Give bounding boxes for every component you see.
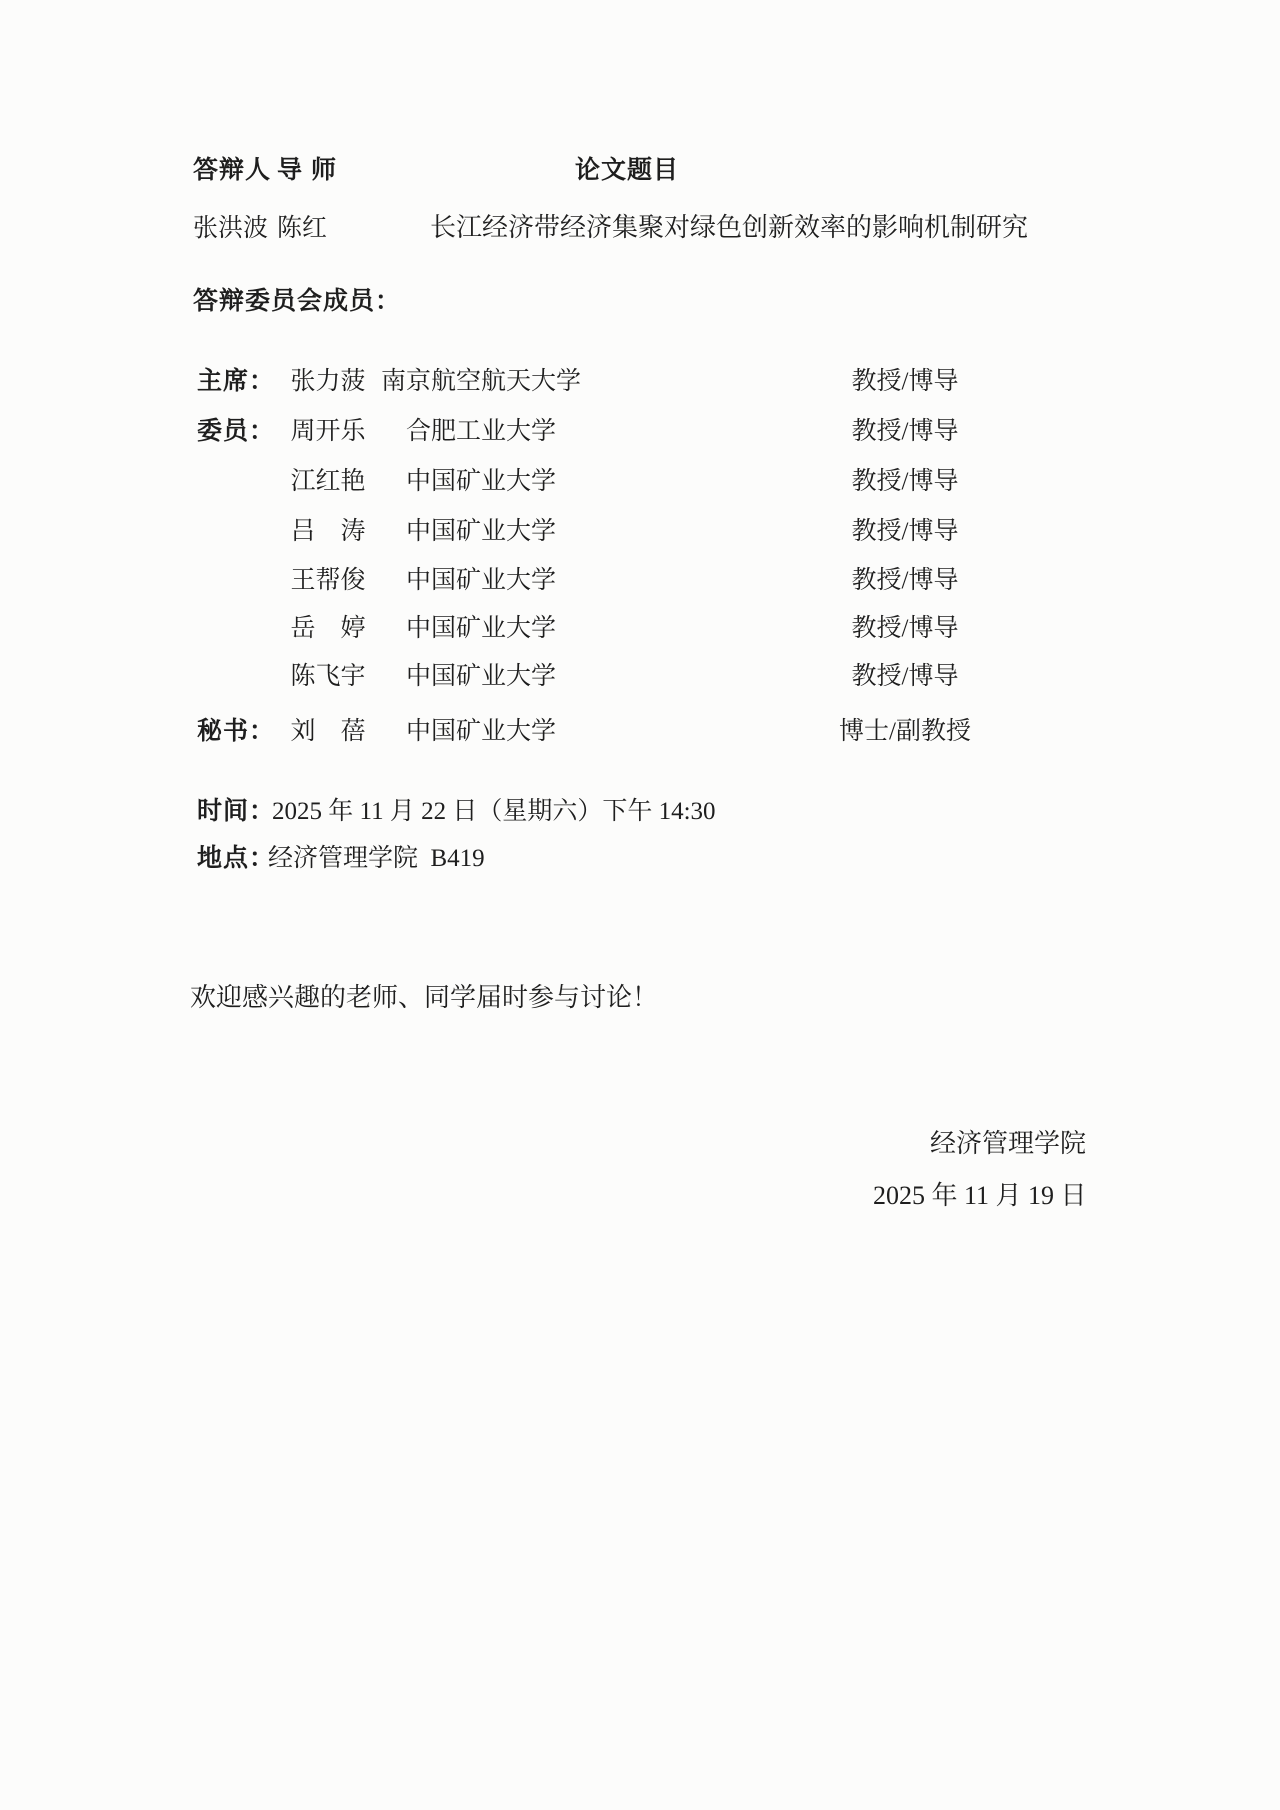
member-position: 教授/博导 xyxy=(851,468,959,495)
member-position: 教授/博导 xyxy=(851,418,959,445)
member-university: 中国矿业大学 xyxy=(405,468,556,495)
place-label: 地点： xyxy=(197,844,276,872)
member-name: 王帮俊 xyxy=(290,567,366,594)
member-role-label: 主席： xyxy=(197,367,276,395)
member-position: 教授/博导 xyxy=(851,663,959,690)
time-value: 2025 年 11 月 22 日（星期六）下午 14:30 xyxy=(272,798,716,825)
member-name: 张力菠 xyxy=(290,368,366,395)
member-name: 岳 婷 xyxy=(290,615,366,642)
signature-date: 2025 年 11 月 19 日 xyxy=(873,1181,1087,1210)
advisor-column-header: 导 师 xyxy=(277,156,337,184)
member-name: 江红艳 xyxy=(290,468,366,495)
advisor-name: 陈红 xyxy=(277,215,328,242)
member-name: 刘 蓓 xyxy=(290,718,366,745)
member-name: 陈飞宇 xyxy=(290,663,366,690)
thesis-title: 长江经济带经济集聚对绿色创新效率的影响机制研究 xyxy=(430,213,1029,242)
member-university: 中国矿业大学 xyxy=(405,615,556,642)
signature-institution: 经济管理学院 xyxy=(930,1129,1087,1158)
member-role-label: 秘书： xyxy=(197,717,276,745)
member-position: 教授/博导 xyxy=(851,615,959,642)
member-university: 中国矿业大学 xyxy=(405,567,556,594)
member-position: 教授/博导 xyxy=(851,368,959,395)
committee-section-title: 答辩委员会成员： xyxy=(193,287,402,315)
member-university: 南京航空航天大学 xyxy=(380,368,581,395)
member-name: 吕 涛 xyxy=(290,518,366,545)
member-university: 中国矿业大学 xyxy=(405,518,556,545)
time-label: 时间： xyxy=(197,797,276,825)
thesis-title-column-header: 论文题目 xyxy=(575,156,680,184)
member-name: 周开乐 xyxy=(290,418,366,445)
defender-column-header: 答辩人 xyxy=(193,156,272,184)
place-value: 经济管理学院 B419 xyxy=(268,845,485,872)
member-position: 教授/博导 xyxy=(851,518,959,545)
member-position: 教授/博导 xyxy=(851,567,959,594)
defender-name: 张洪波 xyxy=(193,215,269,242)
member-position: 博士/副教授 xyxy=(839,718,971,745)
member-university: 合肥工业大学 xyxy=(405,418,556,445)
member-role-label: 委员： xyxy=(197,417,276,445)
member-university: 中国矿业大学 xyxy=(405,718,556,745)
welcome-text: 欢迎感兴趣的老师、同学届时参与讨论！ xyxy=(190,983,659,1012)
member-university: 中国矿业大学 xyxy=(405,663,556,690)
